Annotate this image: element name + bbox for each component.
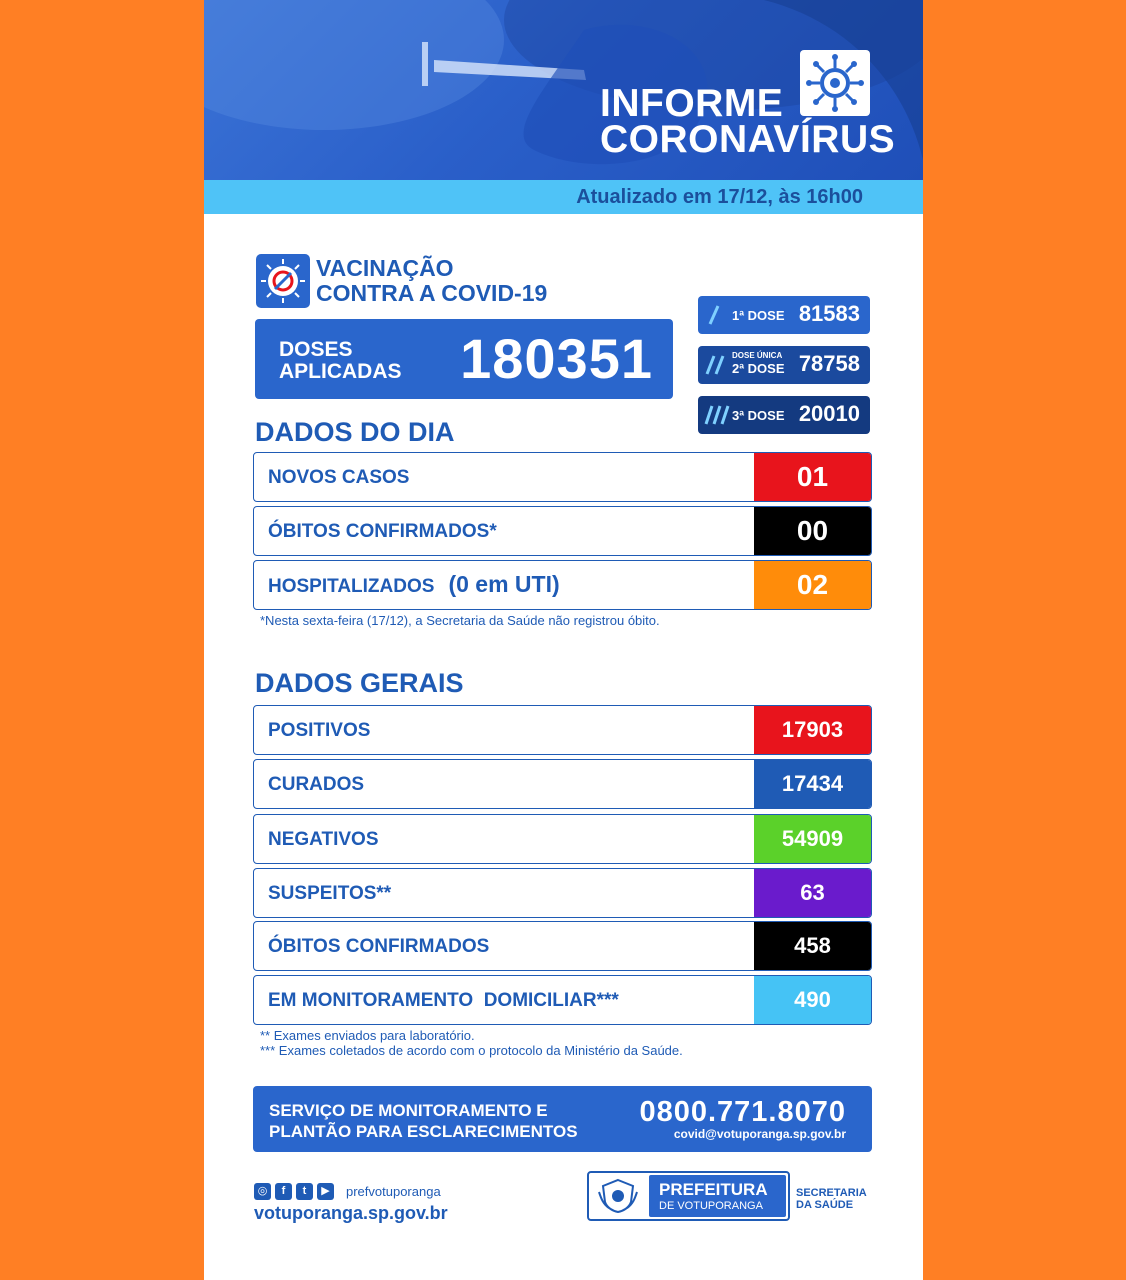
header-banner bbox=[204, 0, 923, 180]
row-new-cases bbox=[253, 452, 872, 502]
row-home-monitoring bbox=[253, 975, 872, 1025]
row-value: 458 bbox=[754, 922, 871, 970]
dose-1-value: 81583 bbox=[798, 301, 860, 326]
row-negative bbox=[253, 814, 872, 864]
row-value: 17434 bbox=[754, 760, 871, 808]
dose-2-badge bbox=[698, 346, 870, 384]
vaccine-badge-icon bbox=[256, 254, 310, 308]
row-label-main: HOSPITALIZADOS bbox=[268, 576, 435, 597]
daily-note: *Nesta sexta-feira (17/12), a Secretaria da Saúde não registrou óbito. bbox=[260, 613, 660, 628]
doses-applied-box bbox=[255, 319, 673, 399]
two-syringes-icon bbox=[704, 354, 730, 376]
row-value: 490 bbox=[754, 976, 871, 1024]
dose-3-badge bbox=[698, 396, 870, 434]
dose-2-small-label: DOSE ÚNICA bbox=[732, 351, 783, 360]
service-label bbox=[269, 1100, 578, 1142]
service-box bbox=[253, 1086, 872, 1152]
prefeitura-line2: DE VOTUPORANGA bbox=[659, 1200, 763, 1212]
row-daily-deaths bbox=[253, 506, 872, 556]
virus-logo bbox=[800, 50, 870, 116]
dose-1-badge bbox=[698, 296, 870, 334]
secretaria-line1: SECRETARIA bbox=[796, 1187, 867, 1199]
prefeitura-line1: PREFEITURA bbox=[659, 1180, 768, 1199]
doses-applied-value: 180351 bbox=[460, 327, 653, 390]
service-phone[interactable]: 0800.771.8070 bbox=[639, 1096, 846, 1128]
row-total-deaths bbox=[253, 921, 872, 971]
title-line2: CORONAVÍRUS bbox=[600, 118, 896, 161]
row-value: 54909 bbox=[754, 815, 871, 863]
row-recovered bbox=[253, 759, 872, 809]
row-label-sub: (0 em UTI) bbox=[448, 571, 560, 597]
instagram-icon[interactable]: ◎ bbox=[254, 1183, 271, 1200]
prefeitura-logo bbox=[587, 1171, 790, 1221]
general-note-2: *** Exames coletados de acordo com o protocolo da Ministério da Saúde. bbox=[260, 1043, 683, 1058]
row-value: 01 bbox=[754, 453, 871, 501]
doses-applied-label bbox=[279, 339, 402, 383]
secretaria-line2: DA SAÚDE bbox=[796, 1199, 854, 1211]
row-label: ÓBITOS CONFIRMADOS bbox=[268, 936, 490, 957]
row-label: ÓBITOS CONFIRMADOS* bbox=[268, 521, 497, 542]
row-suspect bbox=[253, 868, 872, 918]
updated-text: Atualizado em 17/12, às 16h00 bbox=[576, 186, 863, 208]
row-label bbox=[268, 571, 560, 598]
secretaria-label bbox=[796, 1187, 867, 1211]
three-syringes-icon bbox=[704, 404, 734, 426]
prefeitura-name bbox=[649, 1175, 786, 1217]
general-data-title: DADOS GERAIS bbox=[255, 668, 464, 698]
row-label: SUSPEITOS** bbox=[268, 883, 392, 904]
doses-label-line2: APLICADAS bbox=[279, 360, 402, 383]
row-label: NEGATIVOS bbox=[268, 829, 379, 850]
daily-data-title: DADOS DO DIA bbox=[255, 417, 455, 447]
row-label: POSITIVOS bbox=[268, 720, 371, 741]
dose-1-label: 1ª DOSE bbox=[732, 308, 785, 323]
row-label: NOVOS CASOS bbox=[268, 467, 410, 488]
updated-bar bbox=[204, 180, 923, 214]
dose-2-label: 2ª DOSE bbox=[732, 361, 785, 376]
general-note-1: ** Exames enviados para laboratório. bbox=[260, 1028, 475, 1043]
website-link[interactable]: votuporanga.sp.gov.br bbox=[254, 1203, 448, 1223]
row-label: EM MONITORAMENTO DOMICILIAR*** bbox=[268, 990, 619, 1011]
row-value: 02 bbox=[754, 561, 871, 609]
row-value: 00 bbox=[754, 507, 871, 555]
row-hospitalized bbox=[253, 560, 872, 610]
social-icons bbox=[254, 1183, 334, 1200]
city-crest-icon bbox=[597, 1178, 639, 1214]
dose-3-value: 20010 bbox=[798, 401, 860, 426]
vaccination-title-line1: VACINAÇÃO bbox=[316, 255, 454, 281]
youtube-icon[interactable]: ▶ bbox=[317, 1183, 334, 1200]
social-handle[interactable]: prefvotuporanga bbox=[346, 1184, 441, 1199]
doses-label-line1: DOSES bbox=[279, 338, 353, 361]
dose-2-value: 78758 bbox=[798, 351, 860, 376]
dose-3-label: 3ª DOSE bbox=[732, 408, 785, 423]
facebook-icon[interactable]: f bbox=[275, 1183, 292, 1200]
vaccination-title-line2: CONTRA A COVID-19 bbox=[316, 280, 548, 306]
poster bbox=[204, 0, 923, 1280]
virus-icon bbox=[805, 53, 865, 113]
syringe-icon bbox=[704, 304, 728, 326]
vaccination-title bbox=[316, 256, 547, 306]
twitter-icon[interactable]: t bbox=[296, 1183, 313, 1200]
row-value: 17903 bbox=[754, 706, 871, 754]
row-label: CURADOS bbox=[268, 774, 365, 795]
vaccination-icon bbox=[256, 254, 310, 308]
row-positive bbox=[253, 705, 872, 755]
service-label-line1: SERVIÇO DE MONITORAMENTO E bbox=[269, 1101, 548, 1120]
row-value: 63 bbox=[754, 869, 871, 917]
service-email[interactable]: covid@votuporanga.sp.gov.br bbox=[673, 1127, 846, 1141]
service-label-line2: PLANTÃO PARA ESCLARECIMENTOS bbox=[269, 1122, 578, 1141]
title-line1: INFORME bbox=[600, 82, 784, 125]
